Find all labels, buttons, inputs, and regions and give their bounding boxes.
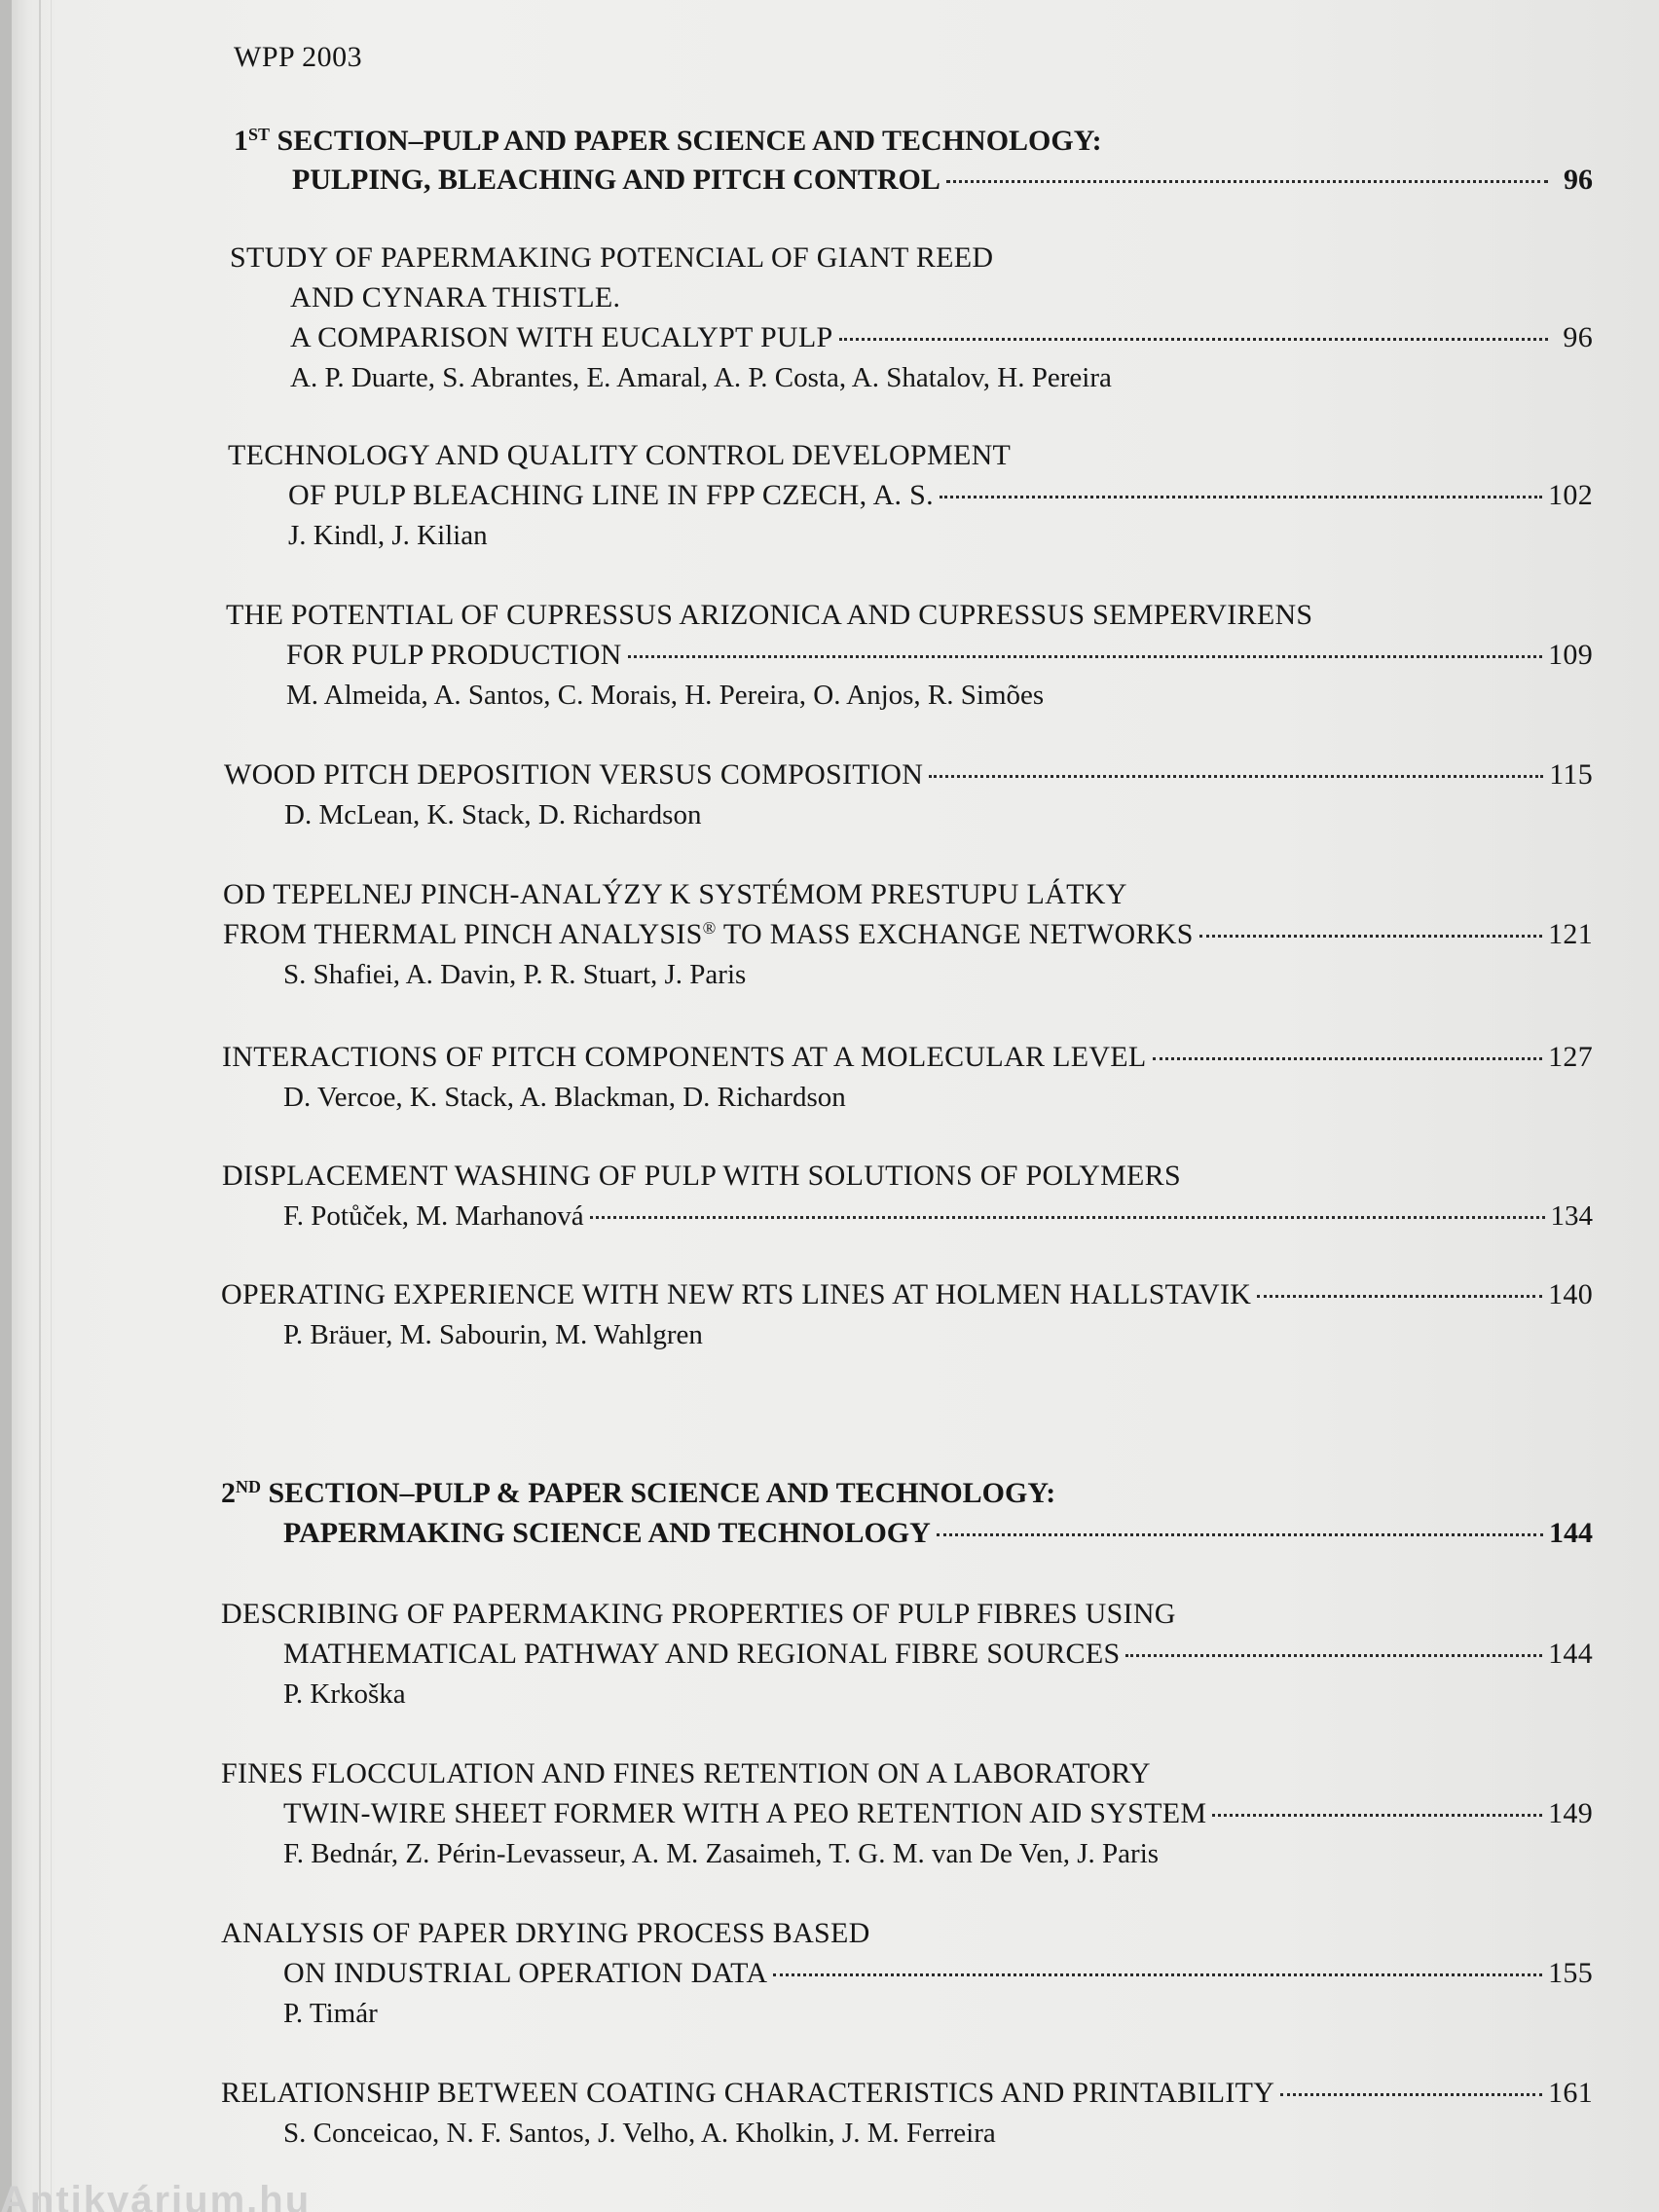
toc-entry-title: FINES FLOCCULATION AND FINES RETENTION ON A LABORATORY: [221, 1757, 1151, 1789]
toc-entry-authors: J. Kindl, J. Kilian: [288, 520, 488, 551]
dot-leader: [773, 1973, 1542, 1976]
toc-entry-title: FROM THERMAL PINCH ANALYSIS® TO MASS EXCHANGE NETWORKS 121: [223, 915, 1593, 954]
running-header: WPP 2003: [234, 41, 363, 73]
page-number: 161: [1548, 2077, 1593, 2109]
toc-entry-authors: P. Bräuer, M. Sabourin, M. Wahlgren: [283, 1319, 703, 1350]
page-number: 127: [1548, 1041, 1593, 1073]
toc-entry-title: AND CYNARA THISTLE.: [290, 281, 621, 313]
toc-entry-title: INTERACTIONS OF PITCH COMPONENTS AT A MOLECULAR LEVEL 127: [222, 1038, 1593, 1077]
toc-entry-title: OPERATING EXPERIENCE WITH NEW RTS LINES AT HOLMEN HALLSTAVIK 140: [221, 1275, 1593, 1314]
dot-leader: [929, 775, 1543, 778]
toc-entry-title: FOR PULP PRODUCTION 109: [286, 636, 1593, 675]
page-number: 115: [1549, 758, 1593, 791]
dot-leader: [839, 338, 1548, 341]
dot-leader: [1257, 1295, 1542, 1298]
toc-entry-title: MATHEMATICAL PATHWAY AND REGIONAL FIBRE SOURCES 144: [283, 1635, 1593, 1674]
section1-heading-line2: PULPING, BLEACHING AND PITCH CONTROL 96: [292, 161, 1593, 200]
toc-entry-authors: F. Potůček, M. Marhanová 134: [283, 1197, 1593, 1235]
toc-entry-authors: S. Shafiei, A. Davin, P. R. Stuart, J. Paris: [283, 959, 747, 990]
page-number: 121: [1548, 918, 1593, 950]
dot-leader: [1153, 1057, 1543, 1060]
toc-entry-authors: P. Krkoška: [283, 1678, 406, 1710]
page-number: 144: [1548, 1638, 1593, 1670]
dot-leader: [946, 180, 1548, 183]
section2-page-number: 144: [1549, 1517, 1593, 1549]
toc-entry-title: TWIN-WIRE SHEET FORMER WITH A PEO RETENTION AID SYSTEM 149: [283, 1794, 1593, 1833]
dot-leader: [1212, 1814, 1542, 1817]
toc-entry-title: OF PULP BLEACHING LINE IN FPP CZECH, A. S. 102: [288, 476, 1593, 515]
page-number: 149: [1548, 1797, 1593, 1829]
page-number: 134: [1550, 1200, 1593, 1232]
toc-entry-title: ANALYSIS OF PAPER DRYING PROCESS BASED: [221, 1917, 870, 1949]
toc-entry-authors: M. Almeida, A. Santos, C. Morais, H. Pereira, O. Anjos, R. Simões: [286, 680, 1045, 711]
dot-leader: [1280, 2093, 1542, 2096]
toc-entry-authors: A. P. Duarte, S. Abrantes, E. Amaral, A. P. Costa, A. Shatalov, H. Pereira: [290, 362, 1112, 393]
page-number: 155: [1548, 1957, 1593, 1989]
page-number: 96: [1563, 321, 1593, 353]
watermark: Antikvárium.hu: [0, 2179, 312, 2212]
toc-entry-title: A COMPARISON WITH EUCALYPT PULP 96: [290, 318, 1593, 357]
toc-entry-title: TECHNOLOGY AND QUALITY CONTROL DEVELOPMENT: [228, 439, 1012, 471]
page-number: 140: [1548, 1278, 1593, 1310]
toc-entry-title: WOOD PITCH DEPOSITION VERSUS COMPOSITION 115: [224, 756, 1593, 794]
toc-entry-authors: P. Timár: [283, 1998, 378, 2029]
toc-entry-title: OD TEPELNEJ PINCH-ANALÝZY K SYSTÉMOM PRESTUPU LÁTKY: [223, 878, 1127, 910]
toc-entry-title: THE POTENTIAL OF CUPRESSUS ARIZONICA AND CUPRESSUS SEMPERVIRENS: [226, 599, 1313, 631]
toc-entry-authors: S. Conceicao, N. F. Santos, J. Velho, A. Kholkin, J. M. Ferreira: [283, 2118, 996, 2149]
section1-page-number: 96: [1564, 164, 1593, 196]
page-edge-line: [51, 0, 52, 2212]
dot-leader: [940, 496, 1542, 498]
toc-entry-authors: D. Vercoe, K. Stack, A. Blackman, D. Richardson: [283, 1082, 846, 1113]
toc-entry-title: ON INDUSTRIAL OPERATION DATA 155: [283, 1954, 1593, 1993]
dot-leader: [937, 1533, 1543, 1536]
toc-entry-title: RELATIONSHIP BETWEEN COATING CHARACTERISTICS AND PRINTABILITY 161: [221, 2074, 1593, 2113]
toc-entry-authors: D. McLean, K. Stack, D. Richardson: [284, 799, 702, 830]
section2-heading-line2: PAPERMAKING SCIENCE AND TECHNOLOGY 144: [283, 1514, 1593, 1553]
dot-leader: [590, 1216, 1545, 1219]
dot-leader: [1125, 1654, 1542, 1657]
page-edge-line: [39, 0, 41, 2212]
toc-entry-title: DISPLACEMENT WASHING OF PULP WITH SOLUTIONS OF POLYMERS: [222, 1160, 1181, 1192]
binding-edge: [0, 0, 12, 2212]
toc-entry-authors: F. Bednár, Z. Périn-Levasseur, A. M. Zasaimeh, T. G. M. van De Ven, J. Paris: [283, 1838, 1160, 1869]
dot-leader: [628, 655, 1542, 658]
page-number: 109: [1548, 639, 1593, 671]
toc-entry-title: STUDY OF PAPERMAKING POTENCIAL OF GIANT REED: [230, 241, 994, 274]
dot-leader: [1199, 935, 1542, 938]
page-number: 102: [1548, 479, 1593, 511]
section2-heading-line1: 2ND SECTION–PULP & PAPER SCIENCE AND TECHNOLOGY:: [221, 1477, 1056, 1509]
section1-heading-line1: 1ST SECTION–PULP AND PAPER SCIENCE AND TECHNOLOGY:: [234, 125, 1102, 157]
toc-entry-title: DESCRIBING OF PAPERMAKING PROPERTIES OF PULP FIBRES USING: [221, 1598, 1176, 1630]
